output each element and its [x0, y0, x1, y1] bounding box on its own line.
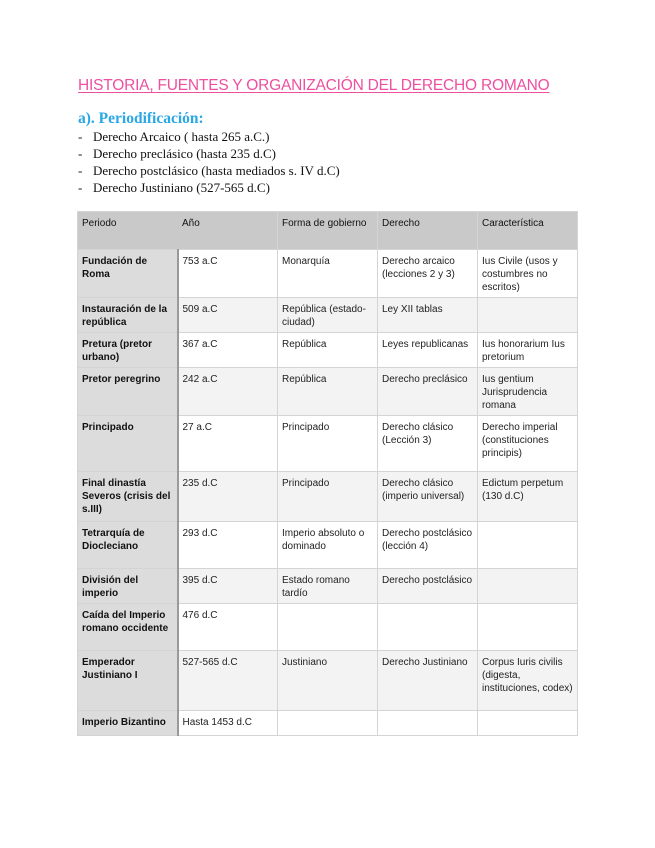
cell-periodo: Imperio Bizantino	[78, 711, 178, 736]
cell-anio: 27 a.C	[178, 416, 278, 472]
cell-derecho: Derecho preclásico	[378, 368, 478, 416]
column-header-forma: Forma de gobierno	[278, 212, 378, 250]
dash-bullet: -	[78, 163, 83, 178]
column-header-derecho: Derecho	[378, 212, 478, 250]
table-row	[78, 368, 578, 416]
cell-periodo: Tetrarquía de Diocleciano	[78, 522, 178, 569]
column-header-caracteristica: Característica	[478, 212, 578, 250]
dash-bullet: -	[78, 146, 83, 161]
cell-caracteristica	[478, 711, 578, 736]
table-row	[78, 416, 578, 472]
cell-periodo: Emperador Justiniano I	[78, 651, 178, 711]
table-row	[78, 333, 578, 368]
cell-forma	[278, 604, 378, 651]
cell-derecho: Derecho Justiniano	[378, 651, 478, 711]
cell-caracteristica: Ius gentium Jurisprudencia romana	[478, 368, 578, 416]
list-item-text: Derecho Justiniano (527-565 d.C)	[93, 180, 270, 195]
cell-forma: Principado	[278, 472, 378, 522]
cell-forma	[278, 711, 378, 736]
cell-caracteristica	[478, 298, 578, 333]
cell-anio: 367 a.C	[178, 333, 278, 368]
cell-anio: 395 d.C	[178, 569, 278, 604]
cell-derecho: Derecho postclásico (lección 4)	[378, 522, 478, 569]
cell-forma: Principado	[278, 416, 378, 472]
cell-anio: Hasta 1453 d.C	[178, 711, 278, 736]
table-row	[78, 472, 578, 522]
table-row	[78, 651, 578, 711]
cell-caracteristica: Ius honorarium Ius pretorium	[478, 333, 578, 368]
cell-derecho: Leyes republicanas	[378, 333, 478, 368]
column-header-periodo: Periodo	[78, 212, 178, 250]
list-item-text: Derecho postclásico (hasta mediados s. IV d.C)	[93, 163, 340, 178]
cell-periodo: Principado	[78, 416, 178, 472]
cell-caracteristica	[478, 522, 578, 569]
list-item	[78, 145, 340, 162]
cell-anio: 476 d.C	[178, 604, 278, 651]
cell-periodo: Pretor peregrino	[78, 368, 178, 416]
dash-bullet: -	[78, 180, 83, 195]
list-item-text: Derecho Arcaico ( hasta 265 a.C.)	[93, 129, 270, 144]
section-heading-periodificacion: a). Periodificación:	[78, 110, 204, 127]
list-item	[78, 162, 340, 179]
cell-caracteristica: Ius Civile (usos y costumbres no escritos)	[478, 250, 578, 298]
cell-periodo: Caída del Imperio romano occidente	[78, 604, 178, 651]
table-row	[78, 250, 578, 298]
cell-forma: Monarquía	[278, 250, 378, 298]
cell-caracteristica	[478, 569, 578, 604]
cell-caracteristica: Edictum perpetum (130 d.C)	[478, 472, 578, 522]
cell-derecho: Derecho arcaico (lecciones 2 y 3)	[378, 250, 478, 298]
cell-anio: 753 a.C	[178, 250, 278, 298]
cell-forma: Imperio absoluto o dominado	[278, 522, 378, 569]
cell-derecho	[378, 711, 478, 736]
cell-periodo: Fundación de Roma	[78, 250, 178, 298]
cell-periodo: Instauración de la república	[78, 298, 178, 333]
history-table	[77, 211, 578, 736]
table-row	[78, 522, 578, 569]
table-row	[78, 569, 578, 604]
table-row	[78, 298, 578, 333]
cell-anio: 293 d.C	[178, 522, 278, 569]
dash-bullet: -	[78, 129, 83, 144]
cell-derecho: Derecho clásico (Lección 3)	[378, 416, 478, 472]
cell-caracteristica: Derecho imperial (constituciones principis)	[478, 416, 578, 472]
cell-anio: 527-565 d.C	[178, 651, 278, 711]
table-row	[78, 604, 578, 651]
cell-anio: 242 a.C	[178, 368, 278, 416]
cell-periodo: Final dinastía Severos (crisis del s.III)	[78, 472, 178, 522]
cell-derecho: Derecho postclásico	[378, 569, 478, 604]
cell-forma: Estado romano tardío	[278, 569, 378, 604]
cell-anio: 509 a.C	[178, 298, 278, 333]
column-header-anio: Año	[178, 212, 278, 250]
cell-periodo: Pretura (pretor urbano)	[78, 333, 178, 368]
list-item	[78, 179, 340, 196]
cell-derecho	[378, 604, 478, 651]
cell-derecho: Ley XII tablas	[378, 298, 478, 333]
table-header-row	[78, 212, 578, 250]
list-item	[78, 128, 340, 145]
cell-caracteristica: Corpus Iuris civilis (digesta, instituciones, codex)	[478, 651, 578, 711]
table-row	[78, 711, 578, 736]
cell-forma: República (estado-ciudad)	[278, 298, 378, 333]
period-list	[78, 128, 340, 196]
cell-forma: República	[278, 333, 378, 368]
cell-derecho: Derecho clásico (imperio universal)	[378, 472, 478, 522]
cell-forma: República	[278, 368, 378, 416]
document-title: HISTORIA, FUENTES Y ORGANIZACIÓN DEL DERECHO ROMANO	[78, 77, 550, 94]
list-item-text: Derecho preclásico (hasta 235 d.C)	[93, 146, 277, 161]
cell-forma: Justiniano	[278, 651, 378, 711]
cell-anio: 235 d.C	[178, 472, 278, 522]
cell-caracteristica	[478, 604, 578, 651]
cell-periodo: División del imperio	[78, 569, 178, 604]
